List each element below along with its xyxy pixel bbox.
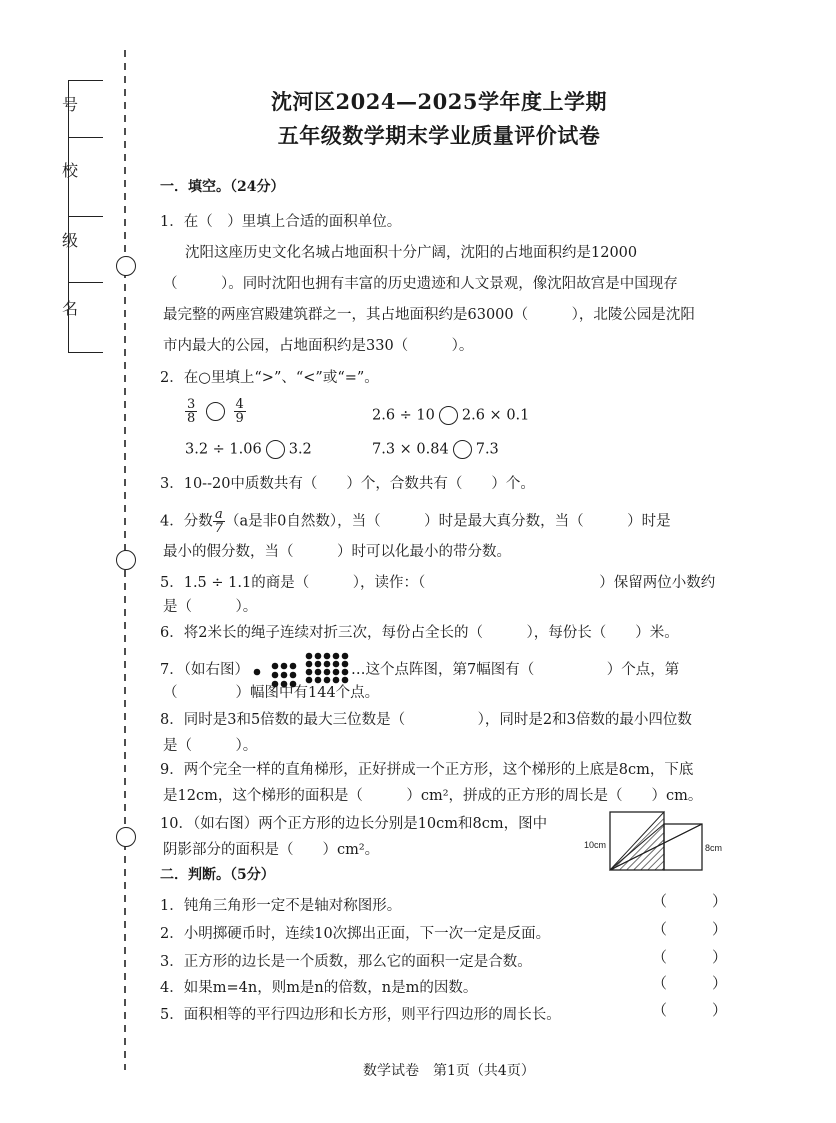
shaded-triangle [610,812,664,870]
dot [342,661,349,668]
compare-circle[interactable] [453,440,472,459]
q1-line4: 最完整的两座宫殿建筑群之一，其占地面积约是63000（ ），北陵公园是沈阳 [163,307,695,323]
punch-hole [116,827,136,847]
dot [315,669,322,676]
q1-line3: （ ）。同时沈阳也拥有丰富的历史遗迹和人文景观，像沈阳故宫是中国现存 [163,276,678,292]
q4-line2: 最小的假分数，当（ ）时可以化最小的带分数。 [163,544,511,560]
page-title-line1: 沈河区2024—2025学年度上学期 [271,89,607,114]
binding-label-number: 号 [62,95,79,114]
dot [315,653,322,660]
q10-line2: 阴影部分的面积是（ ）cm²。 [163,842,380,858]
q1-line1: 1．在（ ）里填上合适的面积单位。 [160,214,402,230]
q10-line1: 10．（如右图）两个正方形的边长分别是10cm和8cm，图中 [160,816,548,832]
compare-circle[interactable] [439,406,458,425]
page-footer: 数学试卷 第1页（共4页） [363,1063,535,1079]
punch-hole [116,550,136,570]
q4-line1: 4．分数 $\frac{a}{7}$ （a是非0自然数），当（ ）时是最大真分数，当（ ）时是 [160,507,671,536]
dot [333,653,340,660]
fraction-4-9: $\frac{4}{9}$ [235,397,244,426]
q5-line1: 5．1.5 ÷ 1.1的商是（ ），读作：（ ）保留两位小数约 [160,575,716,591]
binding-label-name: 名 [62,299,79,318]
dot [315,661,322,668]
compare-circle[interactable] [206,402,225,421]
page-title-line2: 五年级数学期末学业质量评价试卷 [277,123,601,148]
dot [272,672,279,679]
q1-line5: 市内最大的公园，占地面积约是330（ ）。 [163,338,474,354]
judgment-item-5: 5．面积相等的平行四边形和长方形，则平行四边形的周长长。 [160,1007,561,1023]
compare-circle[interactable] [266,440,285,459]
binding-label-school: 校 [62,161,79,180]
q8-line1: 8．同时是3和5倍数的最大三位数是（ ），同时是2和3倍数的最小四位数 [160,712,692,728]
answer-paren-5[interactable]: （ ） [652,1001,728,1019]
q5-line2: 是（ ）。 [163,599,258,615]
label-8cm: 8cm [705,843,723,853]
binding-label-class: 级 [62,231,79,250]
dot [342,653,349,660]
judgment-item-2: 2．小明掷硬币时，连续10次掷出正面，下一次一定是反面。 [160,926,551,942]
q2-line1: 2．在○里填上“>”、“<”或“=”。 [160,370,379,386]
dot [254,669,261,676]
judgment-item-4: 4．如果m=4n，则m是n的倍数，n是m的因数。 [160,980,478,996]
answer-paren-3[interactable]: （ ） [652,948,728,966]
label-10cm: 10cm [584,840,607,850]
q6-line: 6．将2米长的绳子连续对折三次，每份占全长的（ ），每份长（ ）米。 [160,625,679,641]
q9-line1: 9．两个完全一样的直角梯形，正好拼成一个正方形，这个梯形的上底是8cm，下底 [160,762,694,778]
dot [306,669,313,676]
dot [272,663,279,670]
answer-paren-4[interactable]: （ ） [652,974,728,992]
q2-compare-4: 7.3 × 0.84 7.3 [372,441,499,458]
judgment-item-3: 3．正方形的边长是一个质数，那么它的面积一定是合数。 [160,954,532,970]
dot [333,661,340,668]
punch-hole [116,256,136,276]
judgment-item-1: 1．钝角三角形一定不是轴对称图形。 [160,898,402,914]
dot [324,669,331,676]
fraction-3-8: $\frac{3}{8}$ [187,397,196,426]
answer-paren-1[interactable]: （ ） [652,892,728,910]
dot [333,669,340,676]
q7-line2: （ ）幅图中有144个点。 [163,685,380,701]
dot [306,661,313,668]
section-heading-judgment: 二．判断。（5分） [160,867,275,883]
answer-paren-2[interactable]: （ ） [652,920,728,938]
q7-line1: 7．（如右图） …这个点阵图，第7幅图有（ ）个点，第 [160,652,679,688]
section-heading-fill-blank: 一．填空。（24分） [160,179,285,195]
dot [324,661,331,668]
q2-compare-3: 3.2 ÷ 1.06 3.2 [185,441,312,458]
q3-line: 3．10--20中质数共有（ ）个，合数共有（ ）个。 [160,476,535,492]
dot [281,672,288,679]
two-squares-figure [582,808,732,878]
dot [290,672,297,679]
dot [290,663,297,670]
q2-compare-2: 2.6 ÷ 10 2.6 × 0.1 [372,407,530,424]
fraction-a-7: $\frac{a}{7}$ [214,507,224,536]
dot [324,653,331,660]
q1-line2: 沈阳这座历史文化名城占地面积十分广阔，沈阳的占地面积约是12000 [185,245,638,261]
q8-line2: 是（ ）。 [163,738,258,754]
q9-line2: 是12cm，这个梯形的面积是（ ）cm²，拼成的正方形的周长是（ ）cm。 [163,788,703,804]
small-square [664,824,702,870]
q2-compare-fractions [185,398,246,425]
dot [281,663,288,670]
dot [342,669,349,676]
dot [306,653,313,660]
